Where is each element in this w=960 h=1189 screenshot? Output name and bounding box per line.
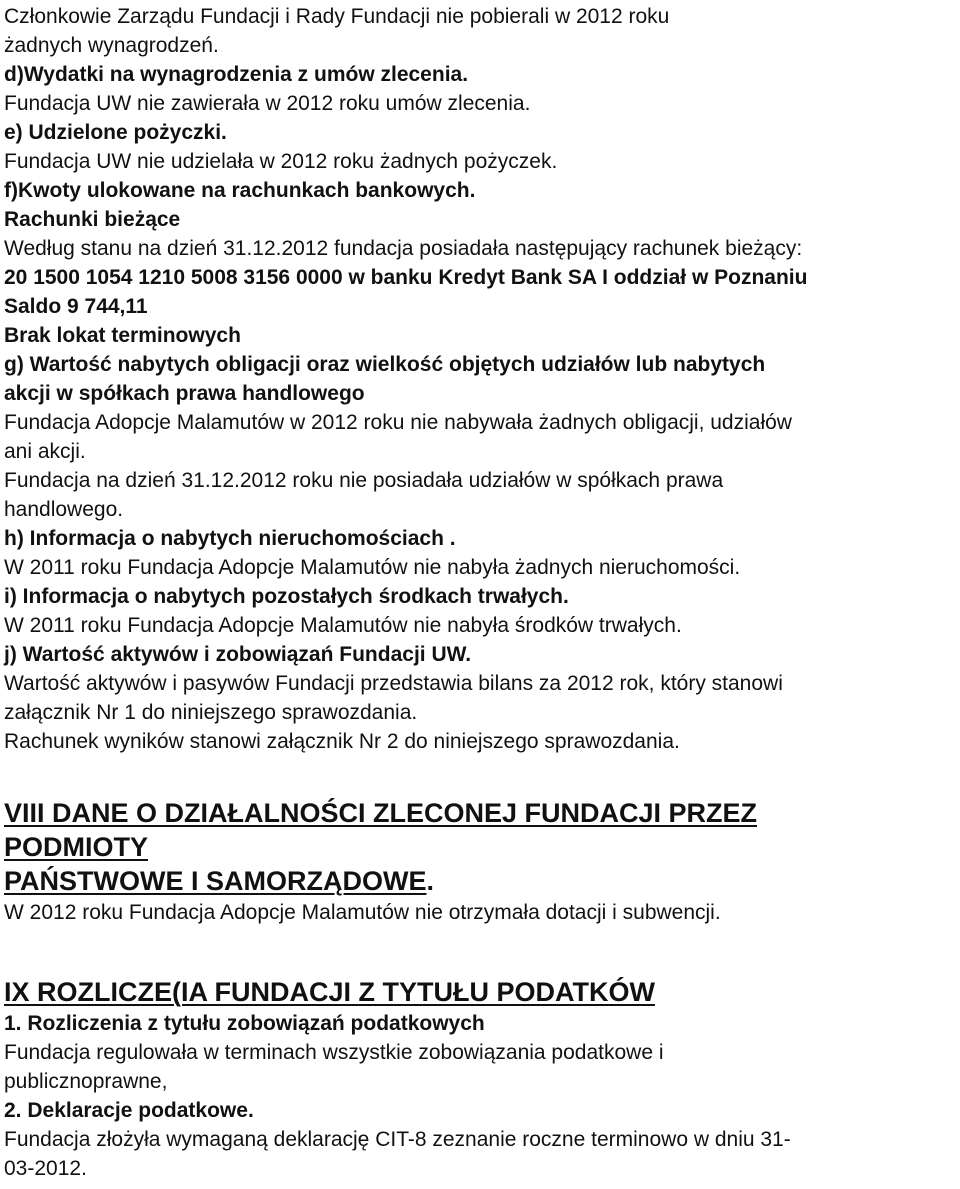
notes-line: Wartość aktywów i pasywów Fundacji przedstawia bilans za 2012 rok, który stanowi xyxy=(4,672,783,695)
notes-line: h) Informacja o nabytych nieruchomościach . xyxy=(4,527,456,550)
section-viii-heading-line-3 xyxy=(4,864,960,898)
notes-line: i) Informacja o nabytych pozostałych środkach trwałych. xyxy=(4,585,569,608)
notes-line: 20 1500 1054 1210 5008 3156 0000 w banku Kredyt Bank SA I oddział w Poznaniu xyxy=(4,266,808,289)
notes-line: f)Kwoty ulokowane na rachunkach bankowych. xyxy=(4,179,476,202)
notes-line: g) Wartość nabytych obligacji oraz wielkość objętych udziałów lub nabytych xyxy=(4,353,766,376)
notes-line: Fundacja na dzień 31.12.2012 roku nie posiadała udziałów w spółkach prawa xyxy=(4,469,724,492)
section-viii xyxy=(4,796,960,927)
section-viii-heading-line-1: VIII DANE O DZIAŁALNOŚCI ZLECONEJ FUNDACJI PRZEZ xyxy=(4,798,758,828)
notes-line: Fundacja Adopcje Malamutów w 2012 roku nie nabywała żadnych obligacji, udziałów xyxy=(4,411,792,434)
notes-line: Fundacja UW nie udzielała w 2012 roku żadnych pożyczek. xyxy=(4,150,558,173)
spacer xyxy=(4,927,960,975)
notes-line: W 2011 roku Fundacja Adopcje Malamutów nie nabyła środków trwałych. xyxy=(4,614,682,637)
section-ix-line: publicznoprawne, xyxy=(4,1070,168,1093)
section-ix-line: 1. Rozliczenia z tytułu zobowiązań podatkowych xyxy=(4,1012,485,1035)
section-viii-heading-period: . xyxy=(426,866,434,896)
section-ix-line: Fundacja regulowała w terminach wszystkie zobowiązania podatkowe i xyxy=(4,1041,664,1064)
notes-line: akcji w spółkach prawa handlowego xyxy=(4,382,365,405)
notes-line: Brak lokat terminowych xyxy=(4,324,241,347)
notes-line: Rachunki bieżące xyxy=(4,208,181,231)
financial-notes xyxy=(4,2,960,756)
notes-line: d)Wydatki na wynagrodzenia z umów zlecenia. xyxy=(4,63,469,86)
notes-line: ani akcji. xyxy=(4,440,86,463)
notes-line: e) Udzielone pożyczki. xyxy=(4,121,227,144)
notes-line: załącznik Nr 1 do niniejszego sprawozdania. xyxy=(4,701,418,724)
section-ix-line: 2. Deklaracje podatkowe. xyxy=(4,1099,254,1122)
notes-line: handlowego. xyxy=(4,498,124,521)
notes-line: Saldo 9 744,11 xyxy=(4,295,148,318)
section-viii-heading-text: PAŃSTWOWE I SAMORZĄDOWE xyxy=(4,866,427,896)
section-ix-heading: IX ROZLICZE(IA FUNDACJI Z TYTUŁU PODATKÓW xyxy=(4,977,655,1007)
spacer xyxy=(4,756,960,796)
section-ix-line: Fundacja złożyła wymaganą deklarację CIT-8 zeznanie roczne terminowo w dniu 31- xyxy=(4,1128,791,1151)
notes-line: żadnych wynagrodzeń. xyxy=(4,34,219,57)
notes-line: j) Wartość aktywów i zobowiązań Fundacji UW. xyxy=(4,643,472,666)
section-viii-heading-line-2: PODMIOTY xyxy=(4,832,149,862)
section-ix-body xyxy=(4,1009,960,1183)
notes-line: Według stanu na dzień 31.12.2012 fundacja posiadała następujący rachunek bieżący: xyxy=(4,237,803,260)
notes-line: Fundacja UW nie zawierała w 2012 roku umów zlecenia. xyxy=(4,92,531,115)
notes-line: W 2011 roku Fundacja Adopcje Malamutów nie nabyła żadnych nieruchomości. xyxy=(4,556,741,579)
notes-line: Członkowie Zarządu Fundacji i Rady Fundacji nie pobierali w 2012 roku xyxy=(4,5,670,28)
section-ix-line: 03-2012. xyxy=(4,1157,87,1180)
section-viii-text: W 2012 roku Fundacja Adopcje Malamutów nie otrzymała dotacji i subwencji. xyxy=(4,901,721,924)
notes-line: Rachunek wyników stanowi załącznik Nr 2 do niniejszego sprawozdania. xyxy=(4,730,680,753)
section-ix xyxy=(4,975,960,1183)
